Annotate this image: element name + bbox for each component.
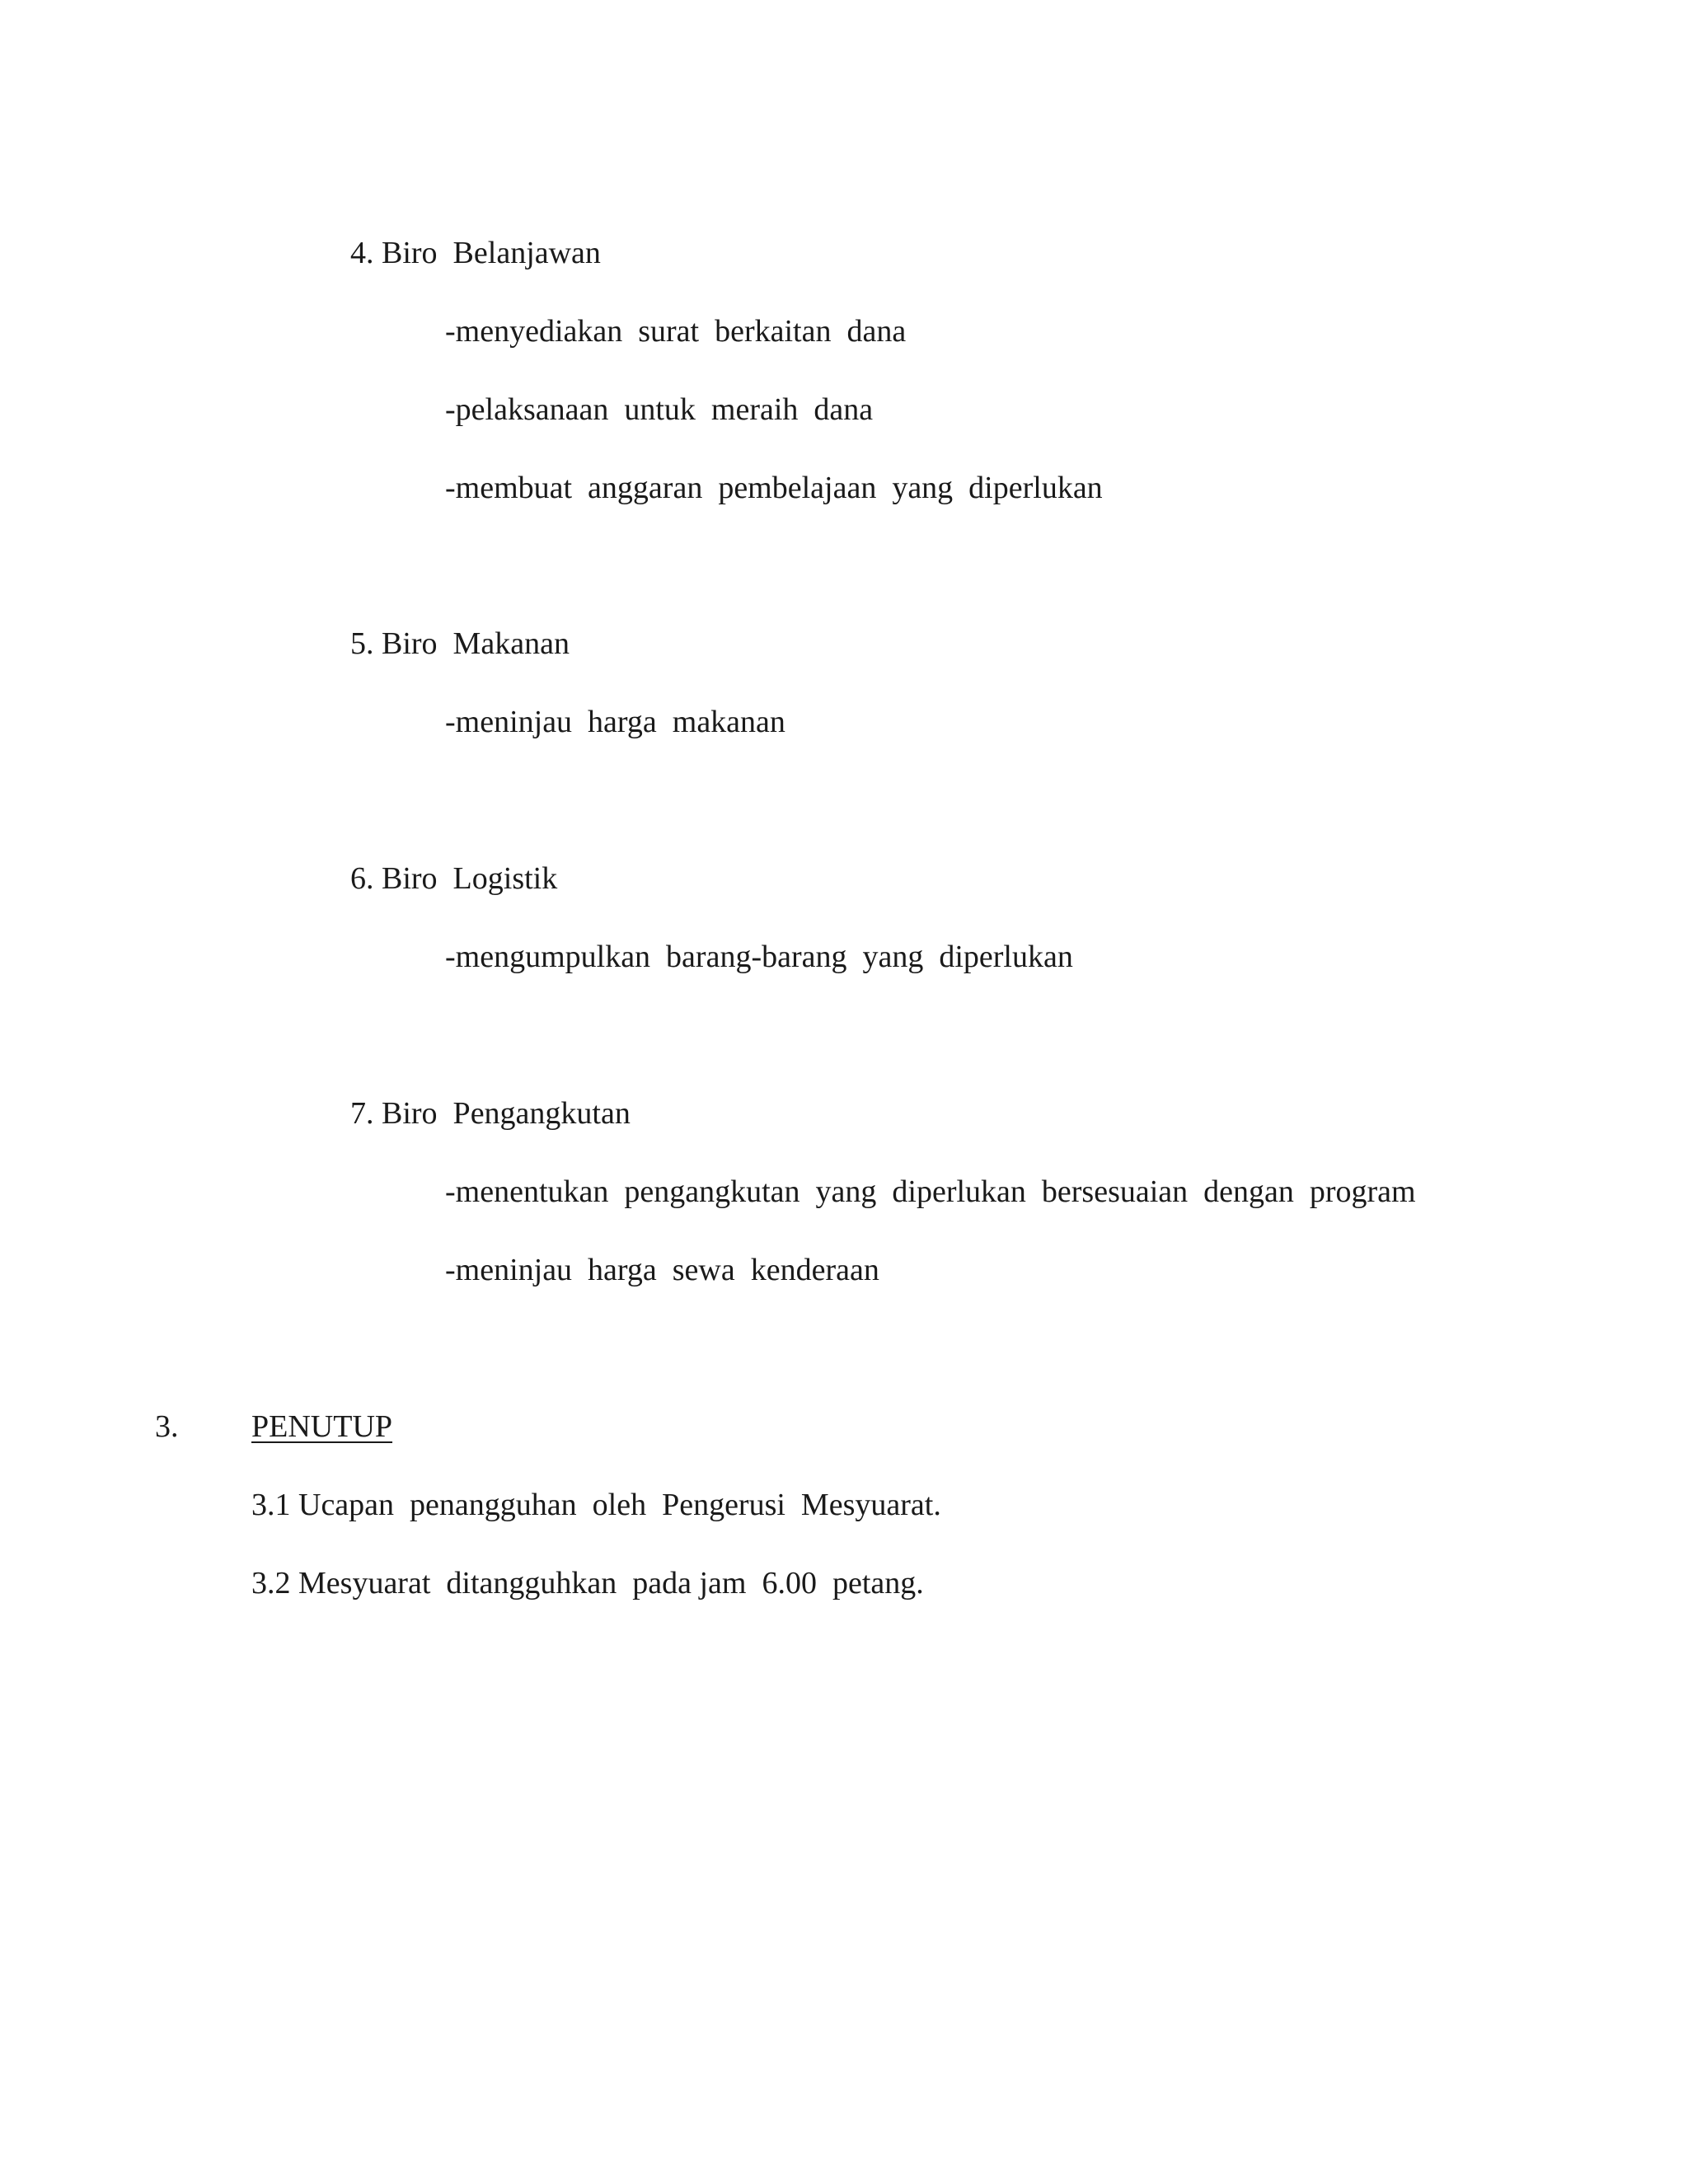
biro-7-heading: 7. Biro Pengangkutan: [350, 1096, 631, 1131]
section-item-1: 3.1 Ucapan penangguhan oleh Pengerusi Mesyuarat.: [251, 1488, 941, 1522]
section-number: 3.: [155, 1409, 179, 1444]
biro-6-item-1: -mengumpulkan barang-barang yang diperlukan: [445, 940, 1073, 974]
biro-4-heading: 4. Biro Belanjawan: [350, 236, 601, 270]
biro-4-item-1: -menyediakan surat berkaitan dana: [445, 314, 907, 349]
biro-5-item-1: -meninjau harga makanan: [445, 705, 785, 739]
biro-5-heading: 5. Biro Makanan: [350, 626, 570, 661]
biro-4-item-2: -pelaksanaan untuk meraih dana: [445, 392, 874, 427]
section-item-2: 3.2 Mesyuarat ditangguhkan pada jam 6.00 petang.: [251, 1566, 924, 1601]
biro-6-heading: 6. Biro Logistik: [350, 861, 558, 896]
biro-7-item-2: -meninjau harga sewa kenderaan: [445, 1253, 879, 1287]
section-title: PENUTUP: [251, 1409, 393, 1444]
biro-7-item-1: -menentukan pengangkutan yang diperlukan bersesuaian dengan program: [445, 1174, 1416, 1209]
biro-4-item-3: -membuat anggaran pembelajaan yang diperlukan: [445, 471, 1103, 505]
